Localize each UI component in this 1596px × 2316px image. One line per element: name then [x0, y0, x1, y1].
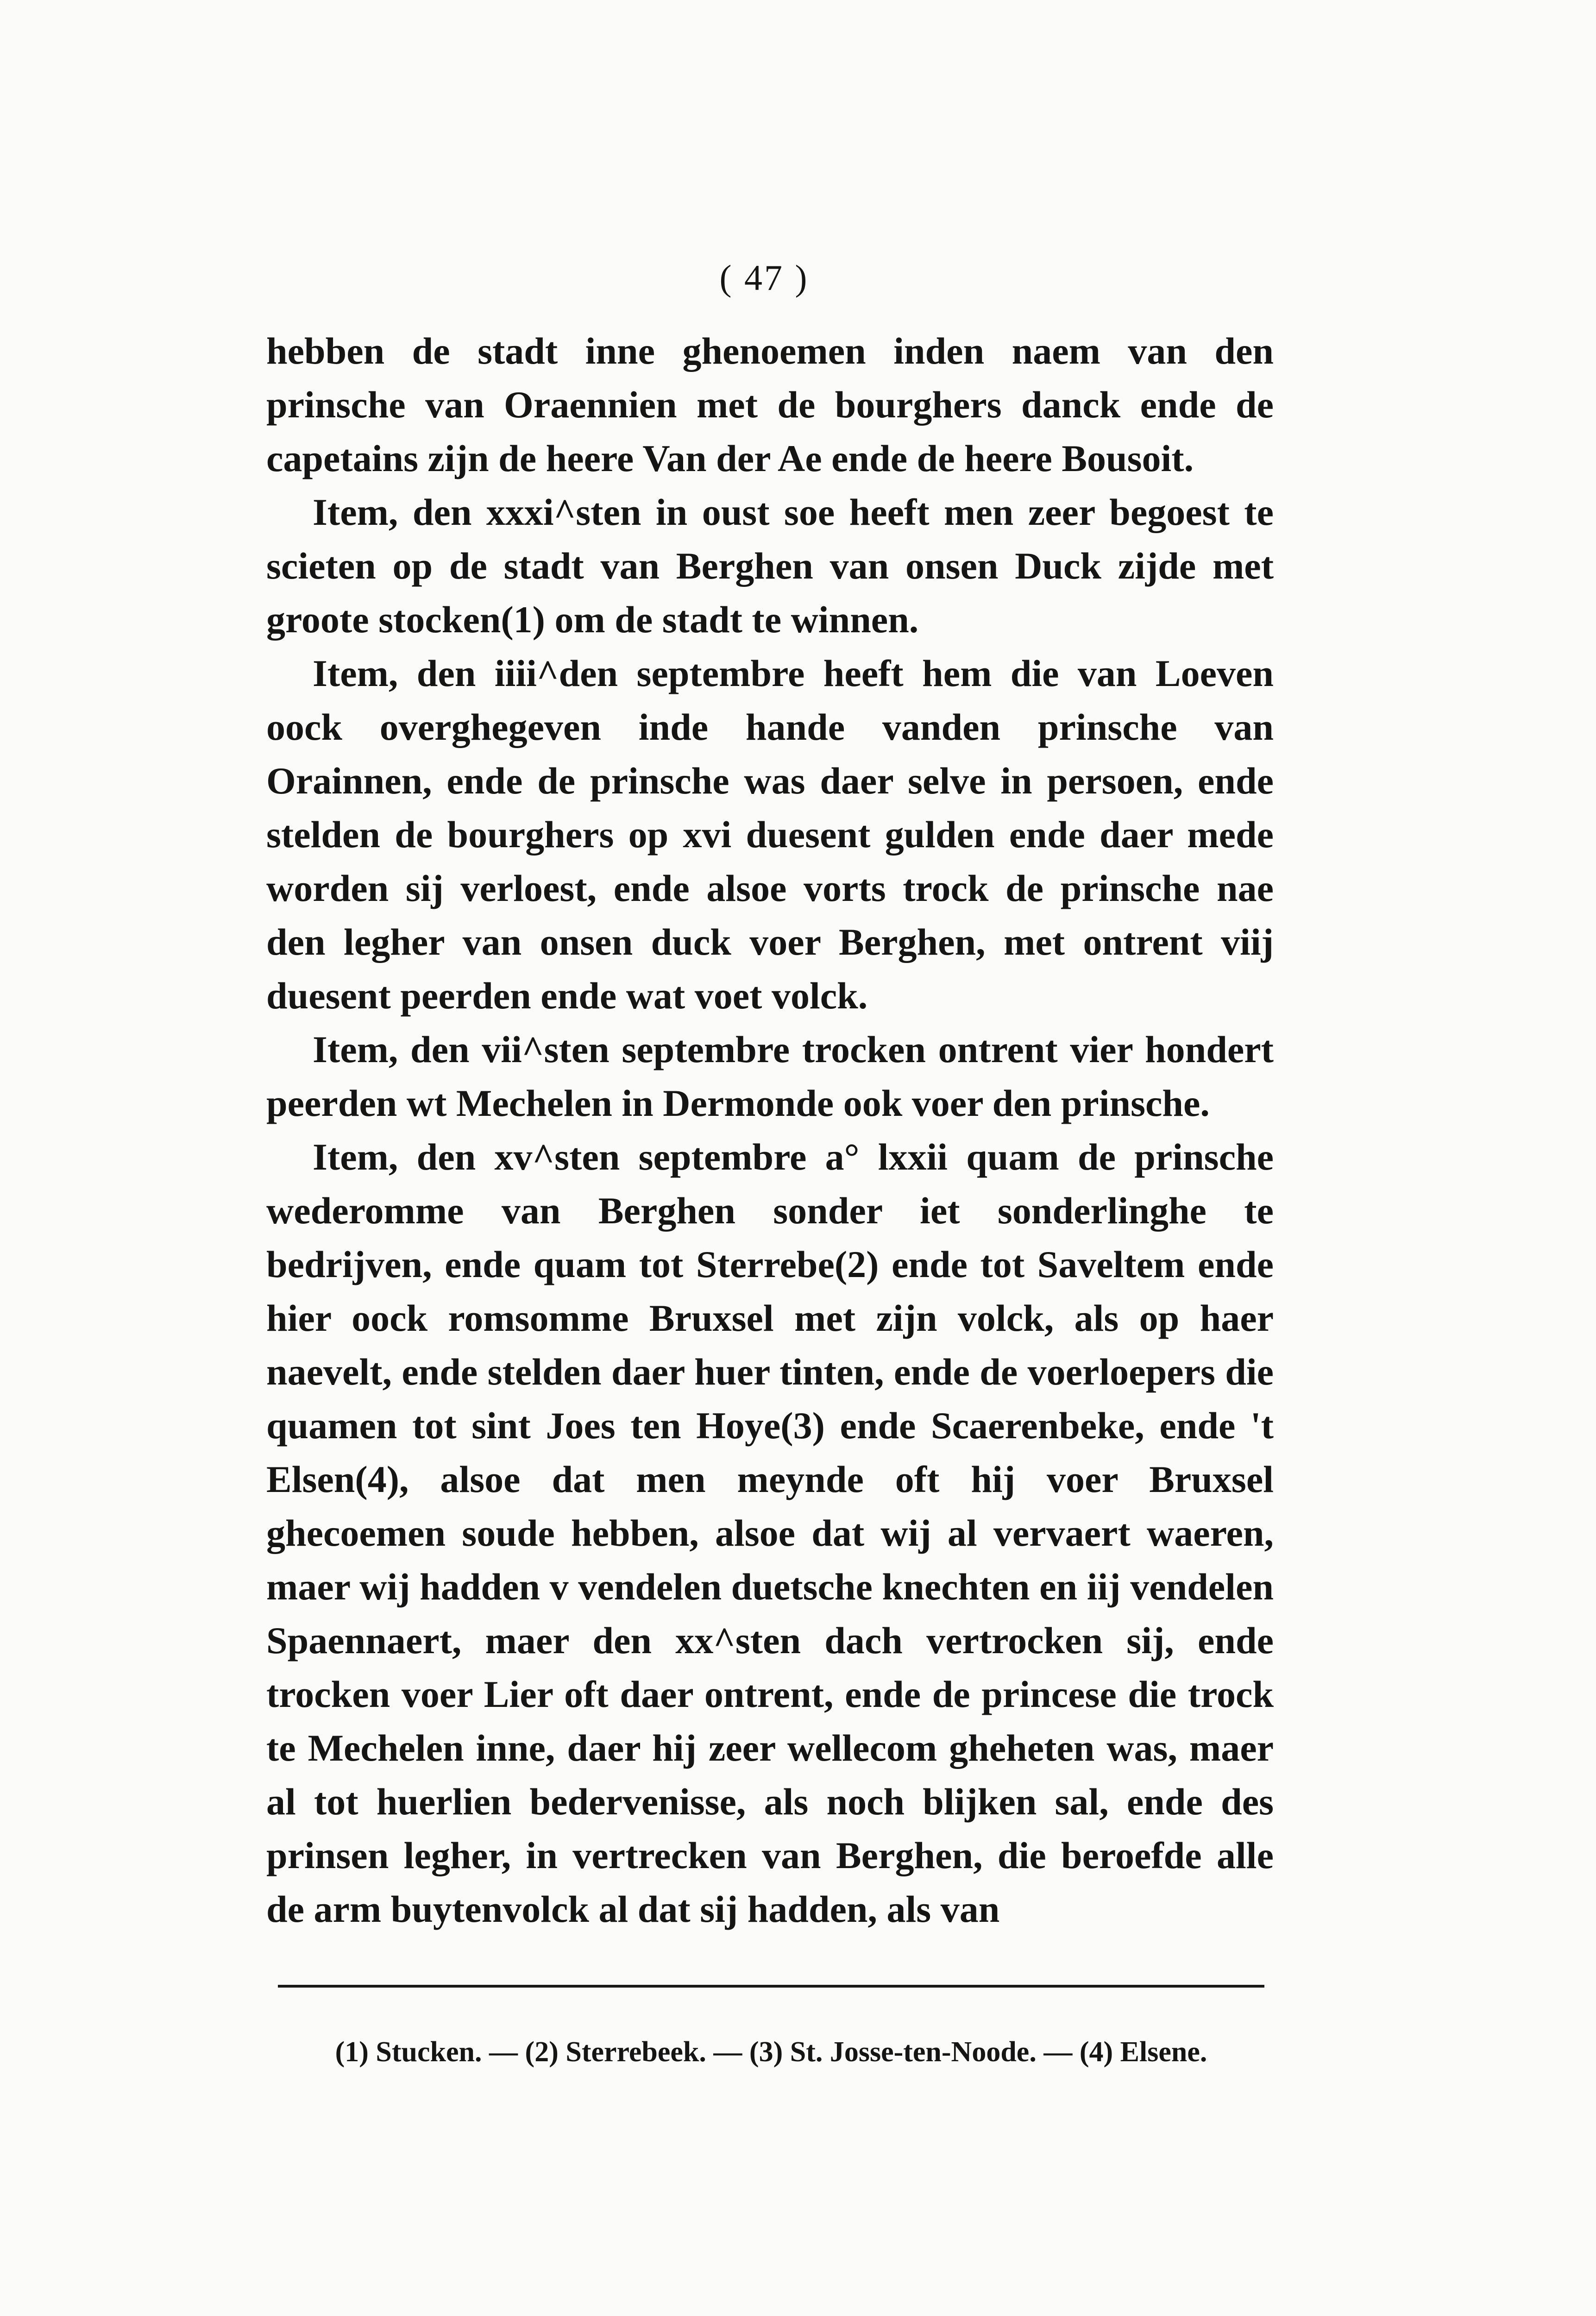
body-text: [266, 324, 1274, 1936]
paragraph: Item, den vii^sten septembre trocken ontrent vier hondert peerden wt Mechelen in Dermonde ook voer den prinsche.: [266, 1028, 1274, 1124]
paragraph: Item, den iiii^den septembre heeft hem die van Loeven oock overghegeven inde hande vanden prinsche van Orainnen, ende de prinsche was daer selve in persoen, ende stelden de bourghers op xvi duesent gulden ende daer mede worden sij verloest, ende alsoe vorts trock de prinsche nae den legher van onsen duck voer Berghen, met ontrent viij duesent peerden ende wat voet volck.: [266, 652, 1274, 1017]
footnote-divider: [278, 1985, 1264, 1988]
paragraph: Item, den xv^sten septembre a° lxxii quam de prinsche wederomme van Berghen sonder iet sonderlinghe te bedrijven, ende quam tot Sterrebe(2) ende tot Saveltem ende hier oock romsomme Bruxsel met zijn volck, als op haer naevelt, ende stelden daer huer tinten, ende de voerloepers die quamen tot sint Joes ten Hoye(3) ende Scaerenbeke, ende 't Elsen(4), alsoe dat men meynde oft hij voer Bruxsel ghecoemen soude hebben, alsoe dat wij al vervaert waeren, maer wij hadden v vendelen duetsche knechten en iij vendelen Spaennaert, maer den xx^sten dach vertrocken sij, ende trocken voer Lier oft daer ontrent, ende de princese die trock te Mechelen inne, daer hij zeer wellecom gheheten was, maer al tot huerlien bedervenisse, als noch blijken sal, ende des prinsen legher, in vertrecken van Berghen, die beroefde alle de arm buytenvolck al dat sij hadden, als van: [266, 1136, 1274, 1930]
footnotes: (1) Stucken. — (2) Sterrebeek. — (3) St. Josse-ten-Noode. — (4) Elsene.: [335, 2036, 1207, 2068]
paragraph: hebben de stadt inne ghenoemen inden naem van den prinsche van Oraennien met de bourghers danck ende de capetains zijn de heere Van der Ae ende de heere Bousoit.: [266, 330, 1274, 479]
paragraph: Item, den xxxi^sten in oust soe heeft men zeer begoest te scieten op de stadt van Berghen van onsen Duck zijde met groote stocken(1) om de stadt te winnen.: [266, 491, 1274, 641]
page-number: ( 47 ): [719, 258, 809, 298]
